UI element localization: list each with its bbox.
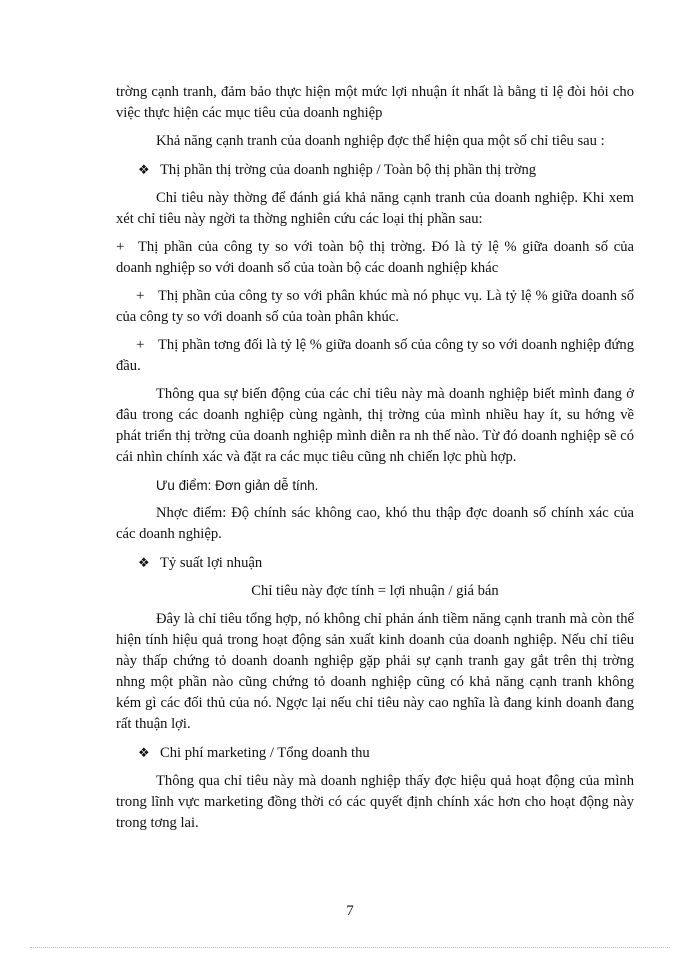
plus-icon: +	[136, 337, 145, 353]
paragraph-market-share-desc: Chỉ tiêu này thờng để đánh giá khả năng cạnh tranh của doanh nghiệp. Khi xem xét chỉ tiêu này ngời ta thờng nghiên cứu các loại thị phần sau:	[116, 190, 634, 227]
bullet-profit-rate	[116, 552, 634, 574]
paragraph-capability: Khả năng cạnh tranh của doanh nghiệp đợc thể hiện qua một số chỉ tiêu sau :	[156, 133, 605, 149]
plus-item-text: Thị phần của công ty so với toàn bộ thị trờng. Đó là tỷ lệ % giữa doanh số của doanh nghiệp so với doanh số của toàn bộ các doanh nghiệp khác	[116, 239, 634, 276]
plus-item-relative	[116, 335, 634, 377]
paragraph-indicator-change: Thông qua sự biến động của các chỉ tiêu này mà doanh nghiệp biết mình đang ở đâu trong các doanh nghiệp cùng ngành, thị trờng của mình nhiều hay ít, su hớng về phát triển thị trờng của doanh nghiệp mình diễn ra nh thế nào. Từ đó doanh nghiệp sẽ có cái nhìn chính xác và đặt ra các mục tiêu cũng nh chiến lợc phù hợp.	[116, 386, 634, 465]
diamond-bullet-icon: ❖	[138, 162, 150, 177]
formula-line: Chỉ tiêu này đợc tính = lợi nhuận / giá bán	[251, 583, 499, 599]
plus-item-text: Thị phần của công ty so với phân khúc mà nó phục vụ. Là tỷ lệ % giữa doanh số của công ty so với doanh số của toàn phân khúc.	[116, 288, 634, 325]
plus-item-text: Thị phần tơng đối là tỷ lệ % giữa doanh số của công ty so với doanh nghiệp đứng đầu.	[116, 337, 634, 374]
plus-item-segment	[116, 286, 634, 328]
bullet-label: Tỷ suất lợi nhuận	[160, 555, 263, 571]
paragraph-profit-rate-desc: Đây là chỉ tiêu tổng hợp, nó không chỉ phản ánh tiềm năng cạnh tranh mà còn thể hiện tính hiệu quả trong hoạt động sản xuất kinh doanh của doanh nghiệp. Nếu chỉ tiêu này thấp chứng tỏ doanh doanh nghiệp gặp phải sự cạnh tranh gay gắt trên thị trờng nhng một phần nào cũng chứng tỏ doanh nghiệp cũng có khả năng cạnh tranh không kém gì các đối thủ của nó. Ngợc lại nếu chỉ tiêu này cao nghĩa là đang kinh doanh đang rất thuận lợi.	[116, 611, 634, 732]
diamond-bullet-icon: ❖	[138, 745, 150, 760]
bullet-market-share	[116, 159, 634, 181]
page-number: 7	[346, 903, 354, 919]
plus-icon: +	[136, 288, 145, 304]
footer-divider	[30, 947, 670, 948]
page-body	[116, 82, 634, 841]
paragraph-marketing-desc: Thông qua chỉ tiêu này mà doanh nghiệp thấy đợc hiệu quả hoạt động của mình trong lĩnh vực marketing đồng thời có các quyết định chính xác hơn cho hoạt động này trong tơng lai.	[116, 773, 634, 831]
paragraph-disadvantage: Nhợc điểm: Độ chính sác không cao, khó thu thập đợc doanh số chính xác của các doanh nghiệp.	[116, 505, 634, 542]
plus-item-total-market	[116, 237, 634, 279]
bullet-label: Thị phần thị trờng của doanh nghiệp / Toàn bộ thị phần thị trờng	[160, 162, 537, 178]
paragraph-advantage: Ưu điểm: Đơn giản dễ tính.	[156, 478, 319, 493]
bullet-label: Chi phí marketing / Tổng doanh thu	[160, 745, 370, 761]
diamond-bullet-icon: ❖	[138, 555, 150, 570]
paragraph-intro: trờng cạnh tranh, đảm bảo thực hiện một mức lợi nhuận ít nhất là bằng tỉ lệ đòi hỏi cho việc thực hiện các mục tiêu của doanh nghiệp	[116, 84, 634, 121]
bullet-marketing-cost	[116, 742, 634, 764]
plus-icon: +	[116, 239, 125, 255]
